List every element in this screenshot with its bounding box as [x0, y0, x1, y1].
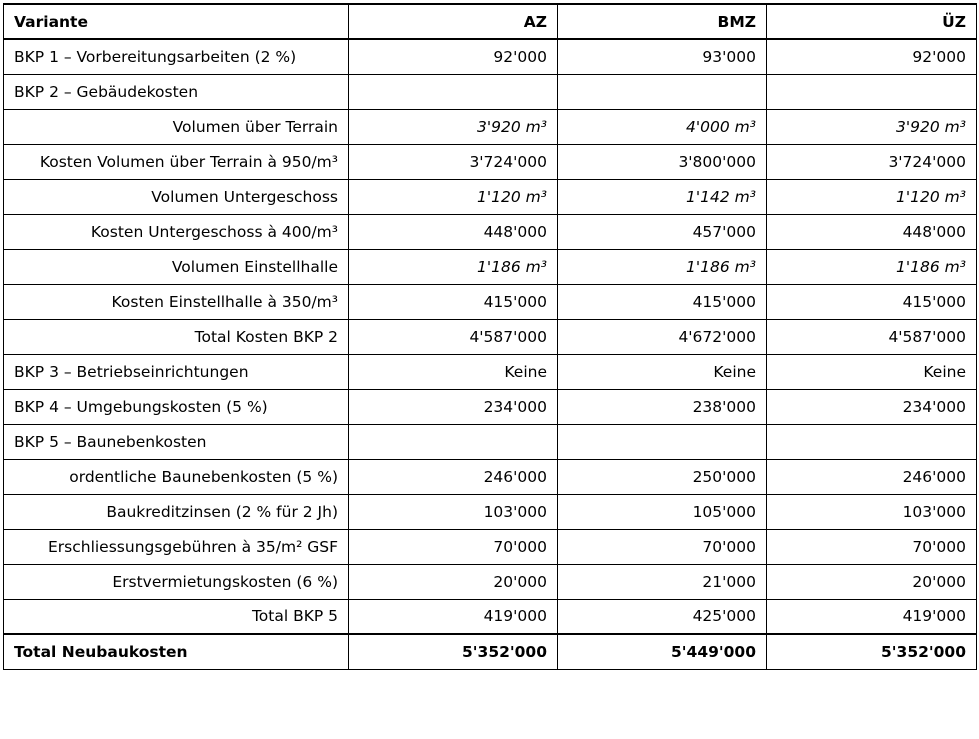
- cell-az: 415'000: [349, 284, 558, 319]
- cell-bmz: 3'800'000: [558, 144, 767, 179]
- cell-bmz: Keine: [558, 354, 767, 389]
- table-row: [4, 144, 977, 179]
- row-label: Volumen Untergeschoss: [4, 179, 349, 214]
- cell-az: 20'000: [349, 564, 558, 599]
- cell-az: 3'724'000: [349, 144, 558, 179]
- cell-uez: 1'186 m³: [767, 249, 977, 284]
- cell-uez: [767, 424, 977, 459]
- cell-az: [349, 74, 558, 109]
- cell-bmz: 250'000: [558, 459, 767, 494]
- row-label: BKP 5 – Baunebenkosten: [4, 424, 349, 459]
- table-row: [4, 424, 977, 459]
- cell-uez: Keine: [767, 354, 977, 389]
- cell-bmz: 4'000 m³: [558, 109, 767, 144]
- column-header-az: AZ: [349, 4, 558, 39]
- cell-uez: 70'000: [767, 529, 977, 564]
- cell-uez: 415'000: [767, 284, 977, 319]
- cell-uez: 4'587'000: [767, 319, 977, 354]
- cell-bmz: 238'000: [558, 389, 767, 424]
- table-row: [4, 494, 977, 529]
- cell-az: 234'000: [349, 389, 558, 424]
- table-row: [4, 599, 977, 634]
- cell-bmz: [558, 74, 767, 109]
- table-row: [4, 354, 977, 389]
- cell-bmz: 93'000: [558, 39, 767, 74]
- row-label: Baukreditzinsen (2 % für 2 Jh): [4, 494, 349, 529]
- row-label: Kosten Einstellhalle à 350/m³: [4, 284, 349, 319]
- table-row: [4, 284, 977, 319]
- total-row-label: Total Neubaukosten: [4, 634, 349, 669]
- row-label: Total BKP 5: [4, 599, 349, 634]
- total-cell-az: 5'352'000: [349, 634, 558, 669]
- table-row: [4, 389, 977, 424]
- row-label: ordentliche Baunebenkosten (5 %): [4, 459, 349, 494]
- cell-uez: 103'000: [767, 494, 977, 529]
- cell-uez: 20'000: [767, 564, 977, 599]
- cell-az: 1'186 m³: [349, 249, 558, 284]
- table-row: [4, 214, 977, 249]
- table-total-row: [4, 634, 977, 669]
- cell-uez: 419'000: [767, 599, 977, 634]
- cell-az: 246'000: [349, 459, 558, 494]
- cell-uez: 246'000: [767, 459, 977, 494]
- cell-bmz: [558, 424, 767, 459]
- row-label: Kosten Untergeschoss à 400/m³: [4, 214, 349, 249]
- cell-az: 448'000: [349, 214, 558, 249]
- total-cell-uez: 5'352'000: [767, 634, 977, 669]
- total-cell-bmz: 5'449'000: [558, 634, 767, 669]
- cell-uez: 234'000: [767, 389, 977, 424]
- cell-uez: 448'000: [767, 214, 977, 249]
- cell-bmz: 415'000: [558, 284, 767, 319]
- cell-az: 4'587'000: [349, 319, 558, 354]
- cell-bmz: 70'000: [558, 529, 767, 564]
- cell-bmz: 21'000: [558, 564, 767, 599]
- cell-az: 3'920 m³: [349, 109, 558, 144]
- table-row: [4, 39, 977, 74]
- cost-comparison-table: [3, 3, 977, 670]
- cell-az: [349, 424, 558, 459]
- table-body: [4, 39, 977, 669]
- cell-bmz: 105'000: [558, 494, 767, 529]
- cell-az: 92'000: [349, 39, 558, 74]
- cell-uez: 3'724'000: [767, 144, 977, 179]
- table-row: [4, 179, 977, 214]
- cell-az: 1'120 m³: [349, 179, 558, 214]
- table-row: [4, 74, 977, 109]
- table-row: [4, 109, 977, 144]
- row-label: Volumen über Terrain: [4, 109, 349, 144]
- cell-az: 70'000: [349, 529, 558, 564]
- table-row: [4, 564, 977, 599]
- cell-az: Keine: [349, 354, 558, 389]
- table-header: [4, 4, 977, 39]
- table-row: [4, 529, 977, 564]
- row-label: Erstvermietungskosten (6 %): [4, 564, 349, 599]
- row-label: BKP 1 – Vorbereitungsarbeiten (2 %): [4, 39, 349, 74]
- row-label: Total Kosten BKP 2: [4, 319, 349, 354]
- row-label: Kosten Volumen über Terrain à 950/m³: [4, 144, 349, 179]
- column-header-bmz: BMZ: [558, 4, 767, 39]
- column-header-variante: Variante: [4, 4, 349, 39]
- cell-bmz: 1'186 m³: [558, 249, 767, 284]
- cell-bmz: 4'672'000: [558, 319, 767, 354]
- table-row: [4, 459, 977, 494]
- column-header-uez: ÜZ: [767, 4, 977, 39]
- cell-uez: 1'120 m³: [767, 179, 977, 214]
- row-label: Erschliessungsgebühren à 35/m² GSF: [4, 529, 349, 564]
- table-header-row: [4, 4, 977, 39]
- table-row: [4, 249, 977, 284]
- cell-uez: 3'920 m³: [767, 109, 977, 144]
- cell-az: 103'000: [349, 494, 558, 529]
- row-label: BKP 4 – Umgebungskosten (5 %): [4, 389, 349, 424]
- cell-bmz: 1'142 m³: [558, 179, 767, 214]
- cell-az: 419'000: [349, 599, 558, 634]
- row-label: Volumen Einstellhalle: [4, 249, 349, 284]
- table-row: [4, 319, 977, 354]
- row-label: BKP 3 – Betriebseinrichtungen: [4, 354, 349, 389]
- cell-uez: [767, 74, 977, 109]
- row-label: BKP 2 – Gebäudekosten: [4, 74, 349, 109]
- cell-bmz: 457'000: [558, 214, 767, 249]
- cell-bmz: 425'000: [558, 599, 767, 634]
- cell-uez: 92'000: [767, 39, 977, 74]
